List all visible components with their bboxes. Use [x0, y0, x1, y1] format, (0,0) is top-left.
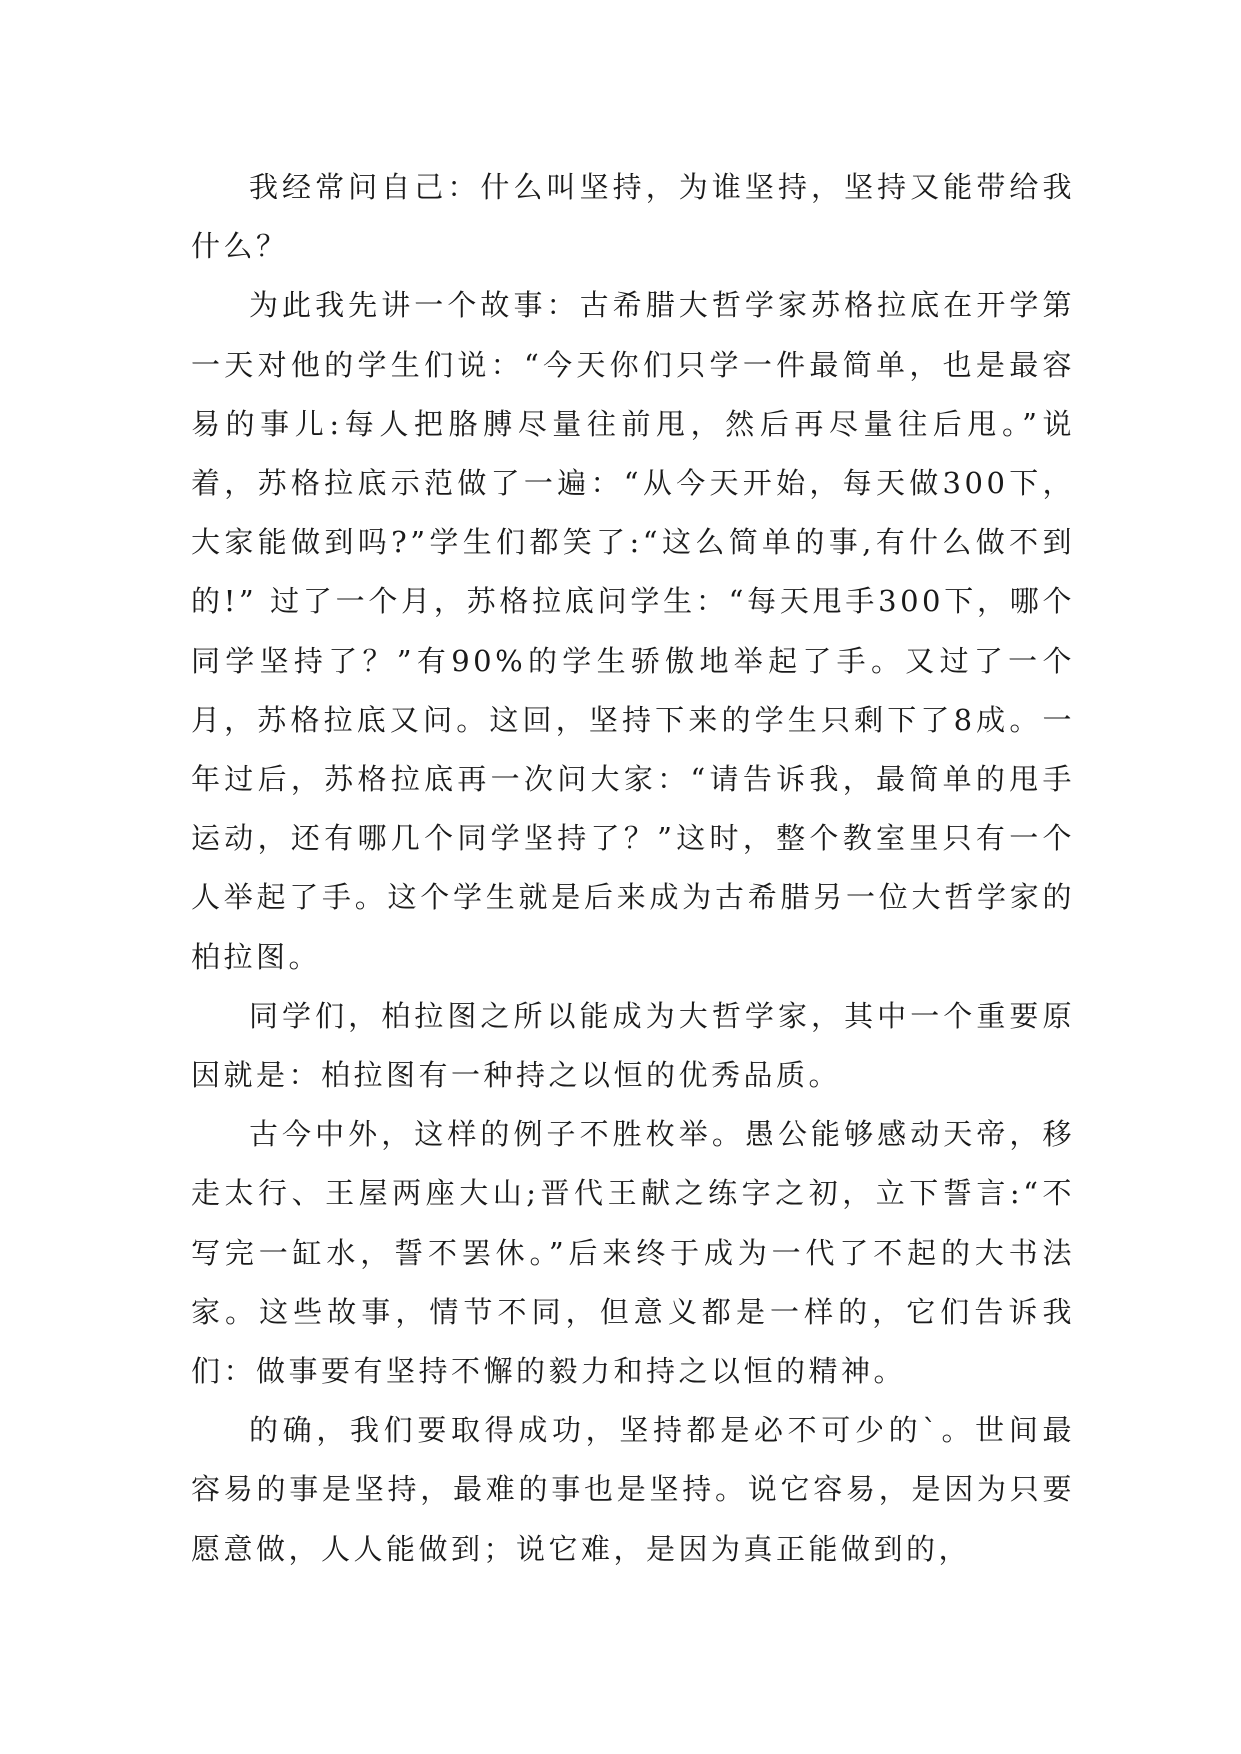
- document-body: [191, 158, 1075, 1579]
- paragraph-plato-quality: 同学们，柏拉图之所以能成为大哲学家，其中一个重要原因就是：柏拉图有一种持之以恒的优秀品质。: [191, 998, 1075, 1093]
- paragraph-historical-examples: 古今中外，这样的例子不胜枚举。愚公能够感动天帝，移走太行、王屋两座大山;晋代王献之练字之初，立下誓言:“不写完一缸水，誓不罢休。”后来终于成为一代了不起的大书法家。这些故事，情节不同，但意义都是一样的，它们告诉我们：做事要有坚持不懈的毅力和持之以恒的精神。: [191, 1117, 1075, 1389]
- paragraph-socrates-story: 为此我先讲一个故事：古希腊大哲学家苏格拉底在开学第一天对他的学生们说：“今天你们只学一件最简单，也是最容易的事儿:每人把胳膊尽量往前甩，然后再尽量往后甩。”说着，苏格拉底示范做了一遍：“从今天开始，每天做300下，大家能做到吗?”学生们都笑了:“这么简单的事,有什么做不到的!” 过了一个月，苏格拉底问学生：“每天甩手300下，哪个同学坚持了？”有90%的学生骄傲地举起了手。又过了一个月，苏格拉底又问。这回，坚持下来的学生只剩下了8成。一年过后，苏格拉底再一次问大家：“请告诉我，最简单的甩手运动，还有哪几个同学坚持了？”这时，整个教室里只有一个人举起了手。这个学生就是后来成为古希腊另一位大哲学家的柏拉图。: [191, 288, 1075, 974]
- paragraph-persistence-reflection: 的确，我们要取得成功，坚持都是必不可少的`。世间最容易的事是坚持，最难的事也是坚持。说它容易，是因为只要愿意做，人人能做到；说它难，是因为真正能做到的，: [191, 1413, 1075, 1566]
- paragraph-self-questions: 我经常问自己：什么叫坚持，为谁坚持，坚持又能带给我什么？: [191, 170, 1075, 264]
